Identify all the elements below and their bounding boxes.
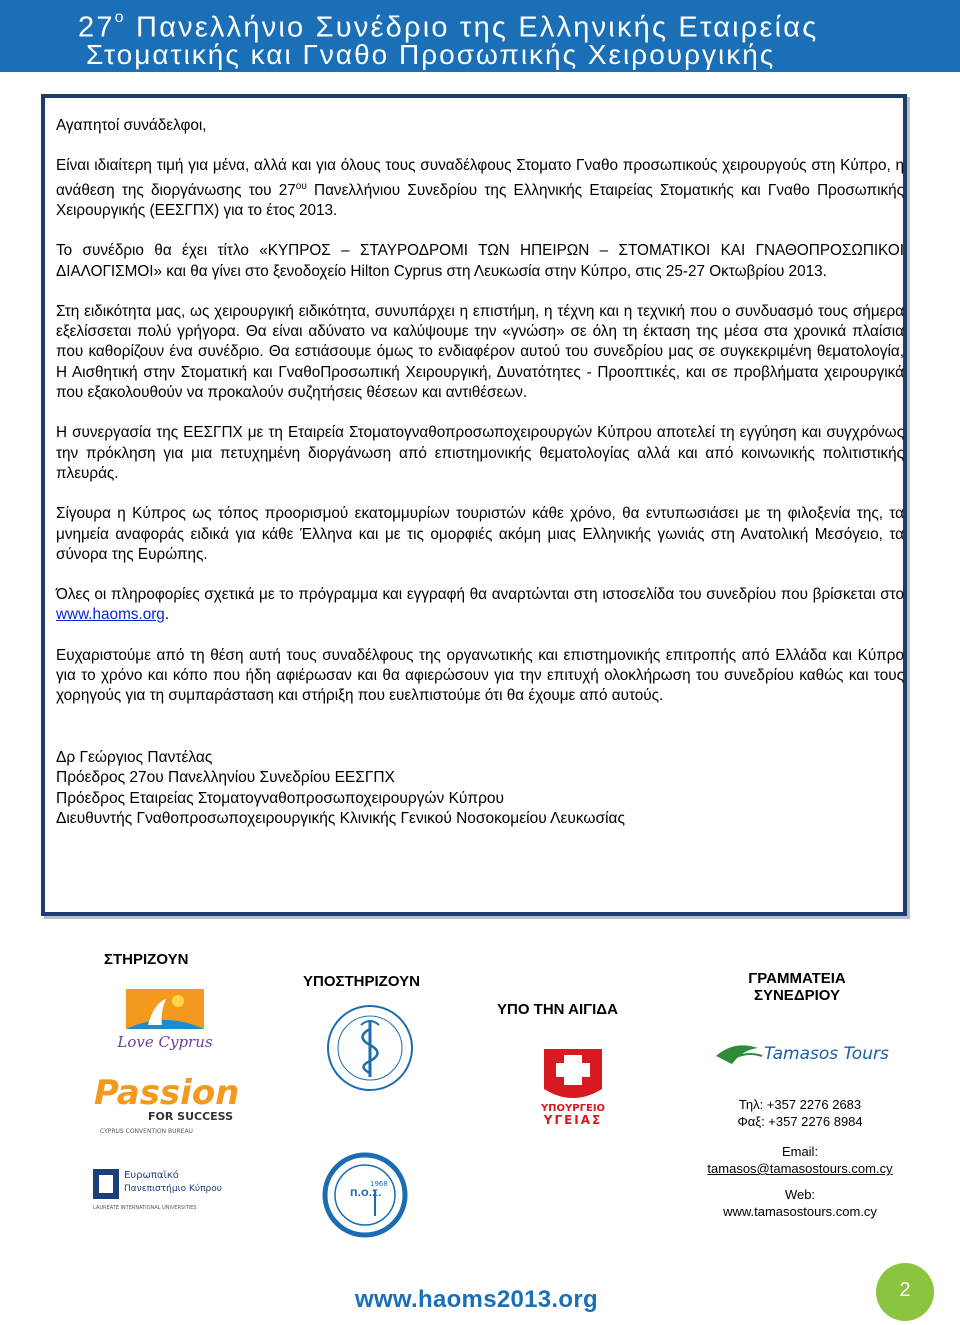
love-cyprus-emblem — [108, 985, 218, 1055]
signature-role-3: Διευθυντής Γναθοπροσωποχειρουργικής Κλινικής Γενικού Νοσοκομείου Λευκωσίας — [56, 810, 625, 828]
paragraph-honor: Είναι ιδιαίτερη τιμή για μένα, αλλά και για όλους τους συναδέλφους Στοματο Γναθο προσωπικούς χειρουργούς στη Κύπρο, η ανάθεση της διοργάνωσης του $27^{o\upsilon}$ Πανελλήνιου Συνεδρίου της Ελληνικής Εταιρείας Στοματικής και Γναθο Προσωπικής Χειρουργικής (ΕΕΣΓΠΧ) για το έτος 2013. — [56, 157, 904, 219]
paragraph-cyprus: Σίγουρα η Κύπρος ως τόπος προορισμού εκατομμυρίων τουριστών κάθε χρόνο, θα εντυπωσιάσει με τη φιλοξενία της, τα μνημεία αναφοράς ειδικά για κάθε Έλληνα και με τις ομορφιές ακόμη μιας Ελληνικής γωνιάς στη Ανατολική Μεσόγειο, τα σύνορα της Ευρώπης. — [56, 505, 904, 563]
paragraph-specialty: Στη ειδικότητα μας, ως χειρουργική ειδικότητα, συνυπάρχει η επιστήμη, η τέχνη και η τεχνική που ο συνδυασμό τους σήμερα εξελίσσεται πολύ γρήγορα. Θα είναι αδύνατο να καλύψουμε την «γνώση» σε όλη τη έκταση της μέσα στα χρονικά πλαίσια που καθορίζουν ένα συνέδριο. Θα εστιάσουμε όμως το ενδιαφέρον αυτού του συνεδρίου μας σε συγκεκριμένη θεματολογία, Η Αισθητική στην Στοματική και ΓναθοΠροσωπική Χειρουργική, Δυνατότητες - Προοπτικές, και σε προβλήματα χειρουργικά που εξακολουθούν να προκαλούν συζητήσεις θέσεων και αντιθέσεων. — [56, 302, 904, 402]
european-university-logo — [93, 1163, 221, 1213]
header-title-line2: Στοματικής και Γναθο Προσωπικής Χειρουργικής — [86, 39, 776, 70]
letter-body — [56, 116, 904, 830]
contact-web-block — [700, 1186, 900, 1220]
auspices-title: ΥΠΟ ΤΗΝ ΑΙΓΙΔΑ — [497, 1001, 618, 1018]
passion-for-success-logo — [92, 1068, 240, 1136]
contact-fax: Φαξ: +357 2276 8984 — [737, 1114, 863, 1129]
secretariat-title: ΓΡΑΜΜΑΤΕΙΑ ΣΥΝΕΔΡΙΟΥ — [748, 970, 846, 1004]
contact-web-url[interactable]: www.tamasostours.com.cy — [723, 1204, 877, 1219]
contact-phone-fax — [700, 1096, 900, 1130]
tamasos-tours-logo — [714, 1028, 890, 1076]
signature-block — [56, 748, 904, 830]
love-cyprus-logo — [108, 985, 218, 1055]
page-number-badge — [876, 1263, 934, 1321]
caduceus-icon — [325, 1003, 415, 1093]
contact-web-label: Web: — [784, 1187, 816, 1202]
signature-role-2: Πρόεδρος Εταιρείας Στοματογναθοπροσωποχειρουργών Κύπρου — [56, 789, 505, 807]
support-title: ΣΤΗΡΙΖΟΥΝ — [104, 951, 189, 968]
svg-text:ΥΠΟΥΡΓΕΙΟ: ΥΠΟΥΡΓΕΙΟ — [540, 1103, 606, 1114]
signature-role-1: Πρόεδρος 27ου Πανελληνίου Συνεδρίου ΕΕΣΓΠΧ — [56, 769, 395, 787]
contact-email-label: Email: — [781, 1144, 819, 1159]
header-banner — [0, 0, 960, 72]
contact-email-link[interactable]: tamasos@tamasostours.com.cy — [707, 1161, 893, 1176]
svg-text:LAUREATE INTERNATIONAL UNIVERS: LAUREATE INTERNATIONAL UNIVERSITIES — [93, 1205, 197, 1211]
paragraph-cooperation: Η συνεργασία της ΕΕΣΓΠΧ με τη Εταιρεία Στοματογναθοπροσωποχειρουργών Κύπρου αποτελεί τη εγγύηση και συγχρόνως την πρόκληση για μια πετυχημένη διοργάνωση από επιστημονικής θεματολογίας αλλά και από κοινωνικής πολιτιστικής πλευράς. — [56, 424, 904, 482]
svg-text:Love Cyprus: Love Cyprus — [117, 1033, 213, 1051]
signature-name: Δρ Γεώργιος Παντέλας — [56, 748, 213, 766]
panhellenic-medical-association-logo — [325, 1003, 415, 1093]
paragraph-title: Το συνέδριο θα έχει τίτλο «ΚΥΠΡΟΣ – ΣΤΑΥΡΟΔΡΟΜΙ ΤΩΝ ΗΠΕΙΡΩΝ – ΣΤΟΜΑΤΙΚΟΙ ΚΑΙ ΓΝΑΘΟΠΡΟΣΩΠΙΚΟΙ ΔΙΑΛΟΓΙΣΜΟΙ» και θα γίνει στο ξενοδοχείο Hilton Cyprus στη Λευκωσία στην Κύπρο, στις 25-27 Οκτωβρίου 2013. — [56, 242, 904, 280]
greeting: Αγαπητοί συνάδελφοι, — [56, 117, 207, 134]
svg-text:FOR SUCCESS: FOR SUCCESS — [148, 1110, 234, 1123]
footer-website[interactable]: www.haoms2013.org — [355, 1286, 598, 1313]
svg-text:Passion: Passion — [94, 1073, 240, 1113]
ministry-of-health-logo — [536, 1045, 610, 1127]
contact-email-block — [700, 1143, 900, 1177]
page-number: 2 — [899, 1278, 911, 1301]
paragraph-info: Όλες οι πληροφορίες σχετικά με το πρόγραμμα και εγγραφή θα αναρτώνται στη ιστοσελίδα του συνεδρίου που βρίσκεται στο www.haoms.org. — [56, 586, 904, 624]
svg-text:CYPRUS CONVENTION BUREAU: CYPRUS CONVENTION BUREAU — [100, 1128, 193, 1135]
svg-text:Π.Ο.Σ.: Π.Ο.Σ. — [350, 1189, 382, 1199]
contact-phone: Τηλ: +357 2276 2683 — [738, 1097, 862, 1112]
header-title-line1: $27^o$ Πανελλήνιο Συνέδριο της Ελληνικής Εταιρείας — [78, 9, 819, 44]
endorse-title: ΥΠΟΣΤΗΡΙΖΟΥΝ — [303, 973, 420, 990]
pos-1968-logo — [320, 1150, 410, 1240]
svg-text:Πανεπιστήμιο Κύπρου: Πανεπιστήμιο Κύπρου — [124, 1184, 222, 1194]
paragraph-thanks: Ευχαριστούμε από τη θέση αυτή τους συναδέλφους της οργανωτικής και επιστημονικής επιτροπής από Ελλάδα και Κύπρο για το χρόνο και κόπο που ήδη αφιέρωσαν και θα αφιερώσουν για την επιτυχή ολοκλήρωση του συνεδρίου καθώς και τους χορηγούς για τη συμπαράσταση και στήριξη που ευελπιστούμε ότι θα έχουμε από αυτούς. — [56, 646, 904, 705]
svg-text:ΥΓΕΙΑΣ: ΥΓΕΙΑΣ — [543, 1113, 603, 1127]
svg-text:1968: 1968 — [370, 1180, 388, 1188]
svg-text:Tamasos Tours: Tamasos Tours — [764, 1044, 889, 1064]
svg-text:Ευρωπαϊκό: Ευρωπαϊκό — [124, 1170, 179, 1181]
haoms-link[interactable]: www.haoms.org — [56, 606, 165, 624]
